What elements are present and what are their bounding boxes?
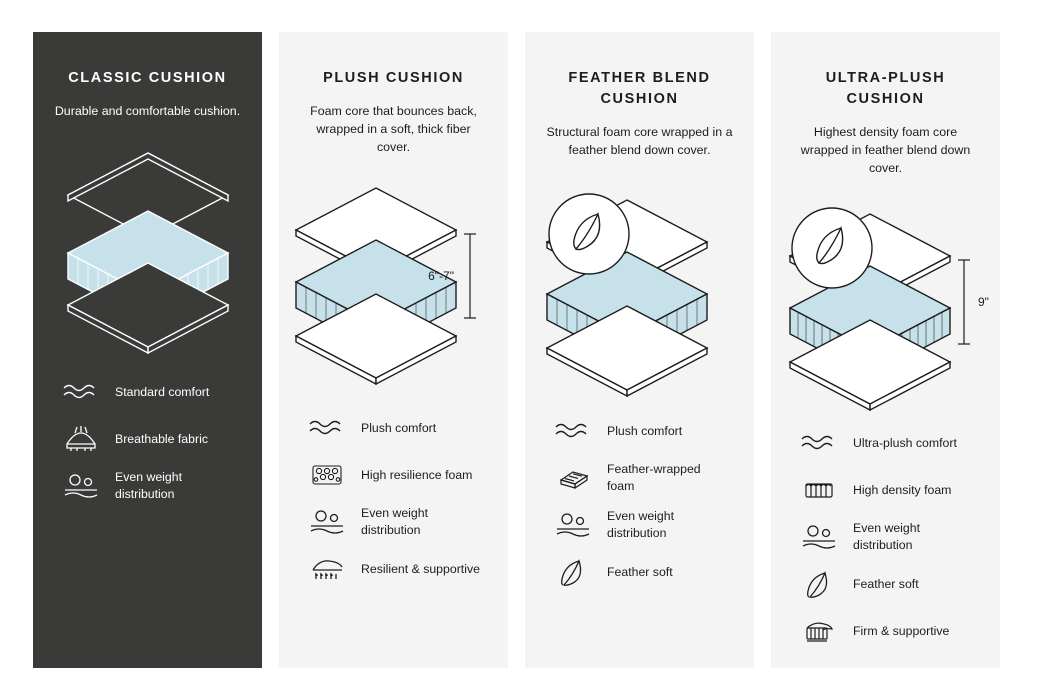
list-item	[551, 461, 728, 495]
leaf-icon	[551, 555, 595, 589]
cushion-card-feather-blend	[525, 32, 754, 668]
cushion-illustration-feather-blend	[545, 174, 734, 404]
card-description: Foam core that bounces back, wrapped in a soft, thick fiber cover.	[310, 104, 477, 154]
card-description: Structural foam core wrapped in a feather blend down cover.	[546, 125, 733, 158]
exploded-cushion-diagram	[286, 178, 501, 393]
cushion-card-classic	[33, 32, 262, 668]
list-item	[551, 414, 728, 448]
list-item-label: Firm & supportive	[853, 623, 950, 638]
list-item	[551, 508, 728, 542]
high-density-foam-icon	[797, 473, 841, 507]
even-weight-icon	[551, 508, 595, 542]
list-item-label: Feather soft	[853, 576, 919, 591]
list-item	[797, 426, 974, 460]
even-weight-icon	[305, 505, 349, 539]
waves-icon	[797, 426, 841, 460]
list-item-label: Standard comfort	[115, 384, 210, 399]
leaf-badge	[792, 208, 872, 288]
card-description: Durable and comfortable cushion.	[54, 104, 241, 119]
list-item	[797, 614, 974, 648]
list-item-label: Even weight distribution	[115, 470, 182, 501]
cushion-card-ultra-plush	[771, 32, 1000, 668]
feather-wrapped-foam-icon	[551, 461, 595, 495]
card-title: CLASSIC CUSHION	[68, 70, 227, 86]
list-item	[305, 458, 482, 492]
list-item-label: High density foam	[853, 482, 952, 497]
dimension-label: 9"	[978, 295, 989, 310]
resilient-support-icon	[305, 552, 349, 586]
list-item-label: Even weight distribution	[607, 509, 674, 540]
dimension-indicator	[958, 260, 989, 344]
waves-icon	[59, 375, 103, 409]
list-item	[305, 505, 482, 539]
card-title: FEATHER BLEND CUSHION	[568, 70, 711, 108]
list-item	[59, 469, 236, 503]
exploded-cushion-diagram	[48, 143, 248, 358]
list-item-label: Breathable fabric	[115, 431, 208, 446]
honeycomb-icon	[305, 458, 349, 492]
feature-list	[545, 414, 734, 589]
list-item-label: Ultra-plush comfort	[853, 435, 957, 450]
dimension-label: 6"-7"	[428, 269, 454, 284]
feature-list	[791, 426, 980, 648]
leaf-icon	[797, 567, 841, 601]
list-item	[797, 473, 974, 507]
leaf-badge	[549, 194, 629, 274]
list-item-label: Feather-wrapped foam	[607, 462, 701, 493]
exploded-cushion-diagram	[532, 182, 747, 397]
waves-icon	[305, 411, 349, 445]
even-weight-icon	[797, 520, 841, 554]
cushion-illustration-classic	[53, 135, 242, 365]
list-item	[797, 567, 974, 601]
list-item	[305, 411, 482, 445]
cushion-card-plush	[279, 32, 508, 668]
list-item-label: Even weight distribution	[361, 506, 428, 537]
firm-support-icon	[797, 614, 841, 648]
list-item-label: Plush comfort	[607, 423, 683, 438]
cushion-illustration-ultra-plush	[791, 192, 989, 416]
feature-list	[53, 375, 242, 503]
list-item	[59, 422, 236, 456]
list-item	[797, 520, 974, 554]
feature-list	[299, 411, 488, 586]
exploded-cushion-diagram	[778, 196, 993, 411]
even-weight-icon	[59, 469, 103, 503]
list-item-label: High resilience foam	[361, 467, 473, 482]
list-item	[551, 555, 728, 589]
card-description: Highest density foam core wrapped in feather blend down cover.	[800, 125, 971, 175]
breathable-fabric-icon	[59, 422, 103, 456]
card-title: PLUSH CUSHION	[323, 70, 464, 86]
card-title: ULTRA-PLUSH CUSHION	[825, 70, 946, 108]
list-item-label: Even weight distribution	[853, 521, 920, 552]
list-item	[305, 552, 482, 586]
cushion-illustration-plush	[299, 171, 488, 401]
list-item-label: Plush comfort	[361, 420, 437, 435]
list-item	[59, 375, 236, 409]
list-item-label: Feather soft	[607, 564, 673, 579]
waves-icon	[551, 414, 595, 448]
list-item-label: Resilient & supportive	[361, 561, 480, 576]
